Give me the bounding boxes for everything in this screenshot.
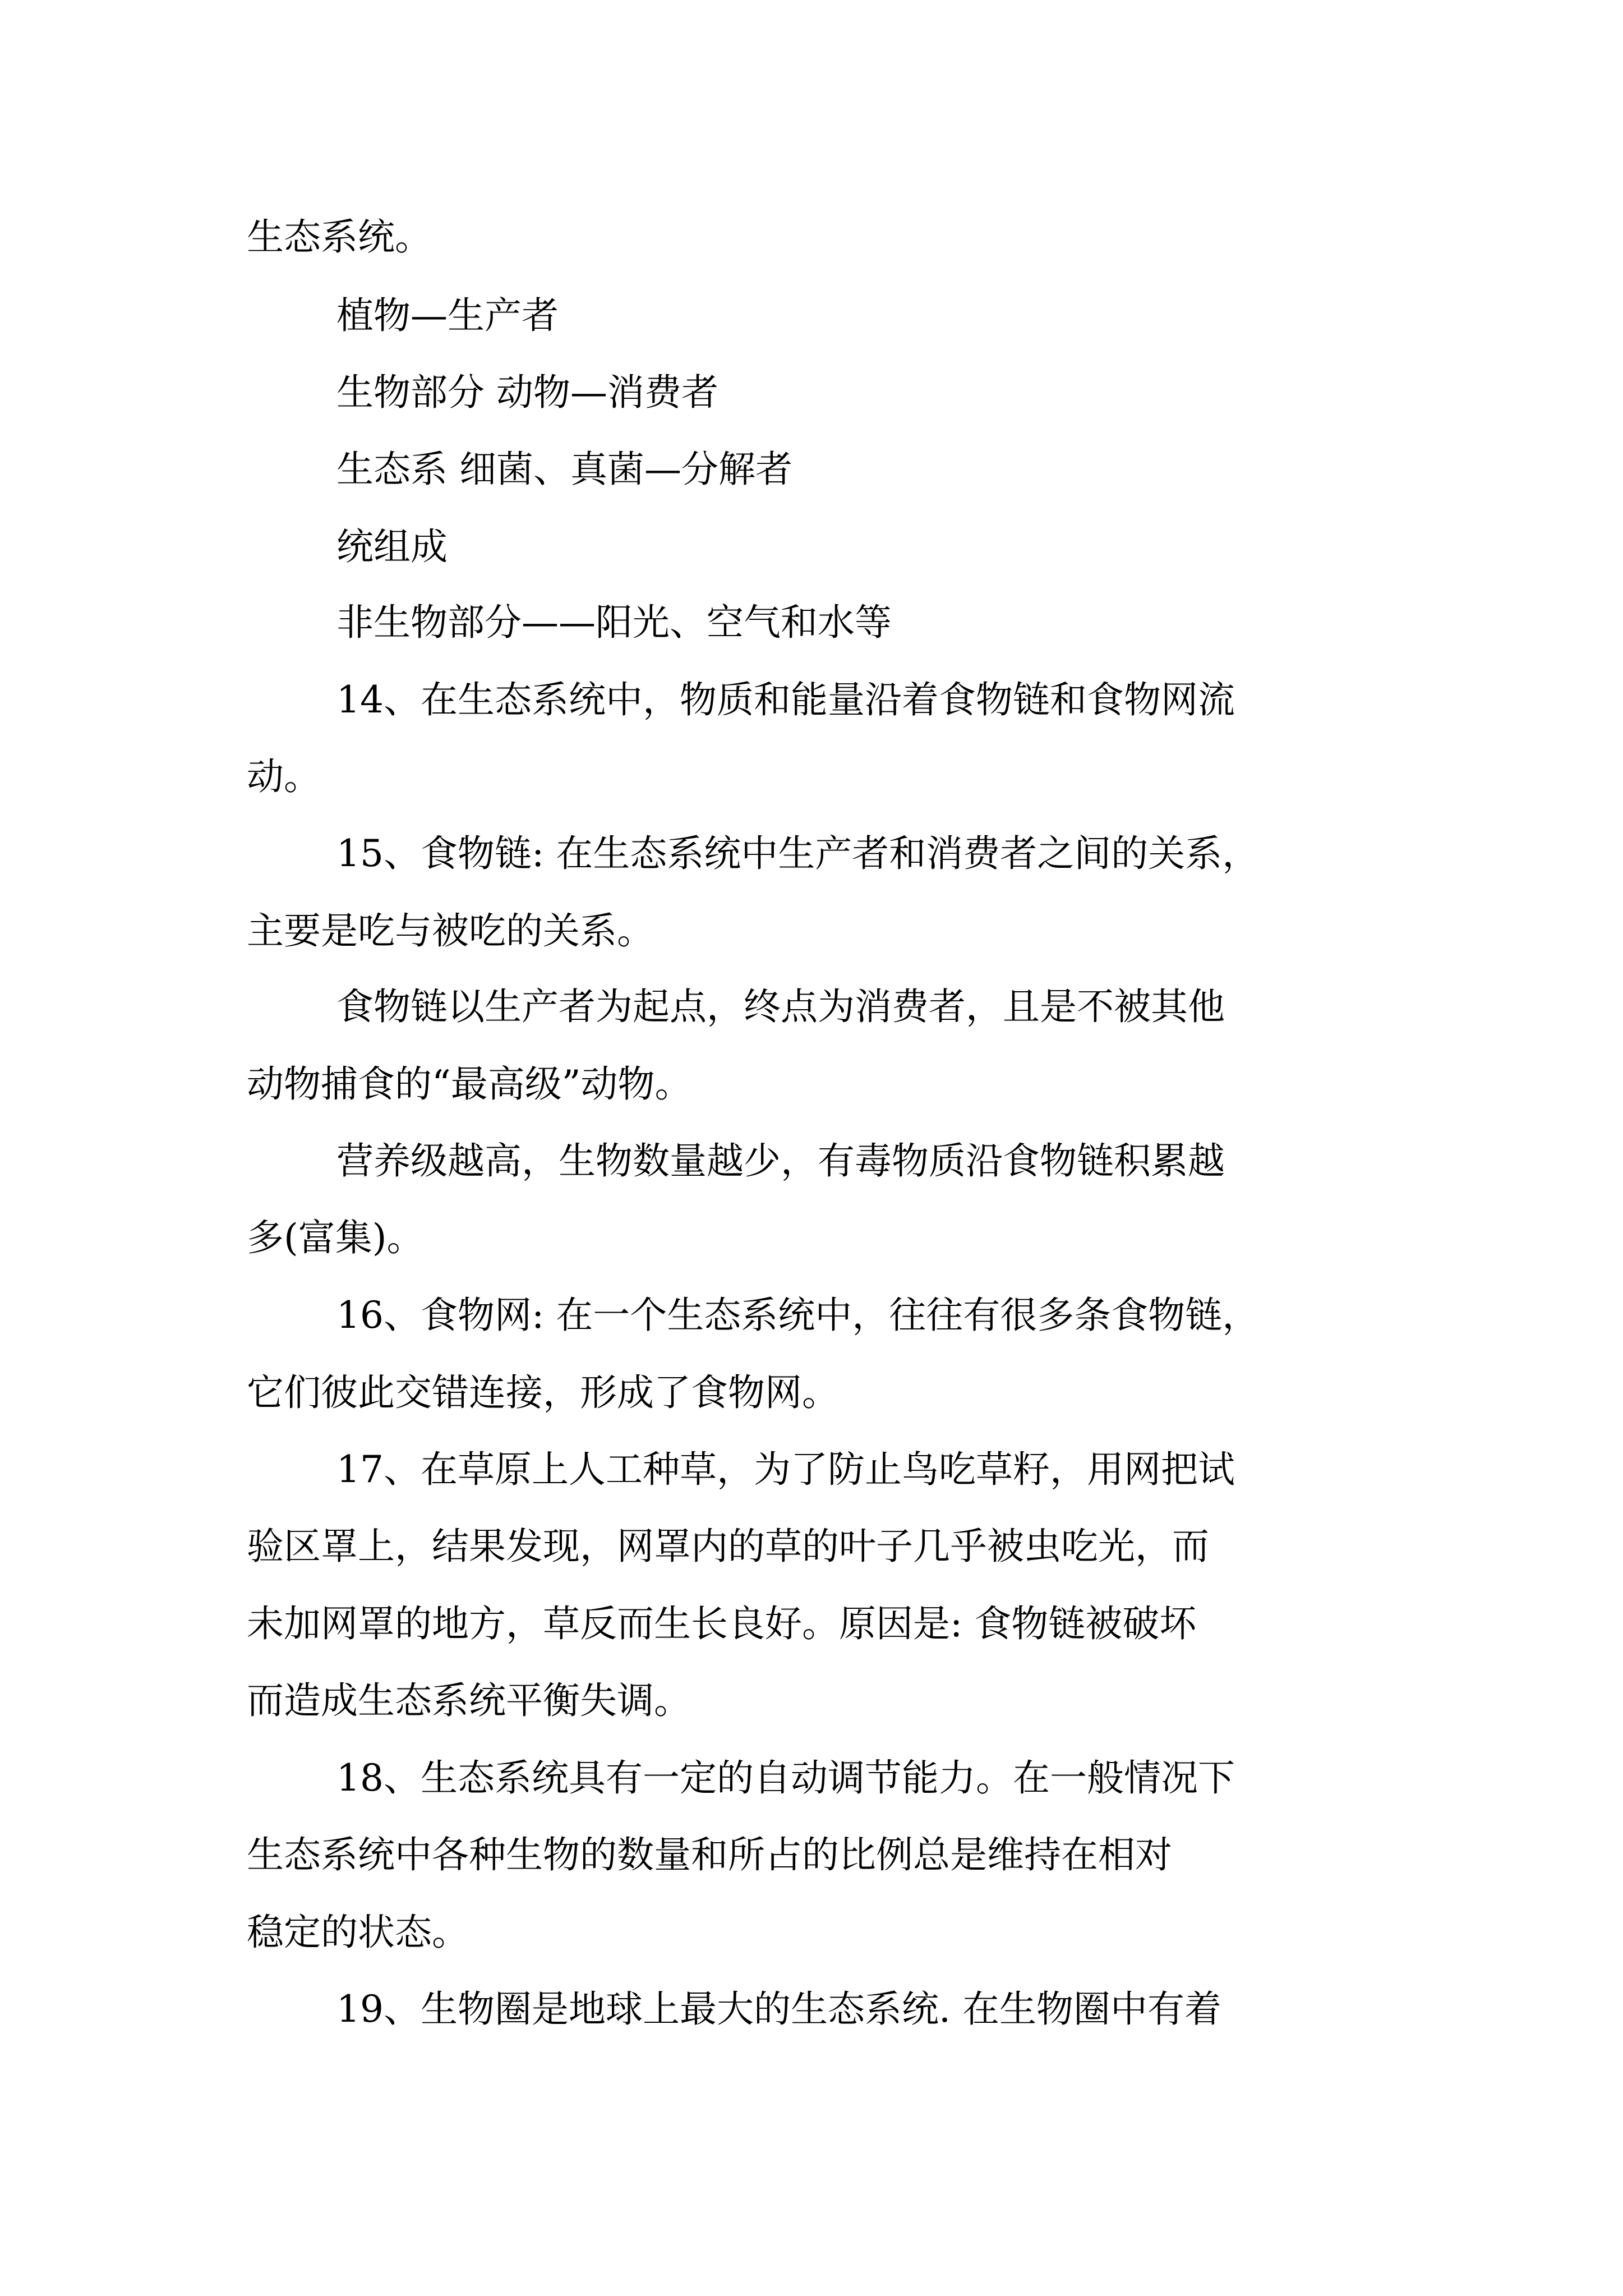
text-line: 生物部分 动物—消费者 <box>336 371 718 414</box>
text-line: 未加网罩的地方，草反而生长良好。原因是: 食物链被破坏 <box>247 1602 1197 1645</box>
text-line: 统组成 <box>336 525 448 568</box>
text-line: 食物链以生产者为起点，终点为消费者，且是不被其他 <box>336 985 1225 1028</box>
text-line: 非生物部分——阳光、空气和水等 <box>336 601 892 644</box>
text-line: 主要是吃与被吃的关系。 <box>247 909 654 953</box>
text-line: 15、食物链: 在生态系统中生产者和消费者之间的关系， <box>336 832 1260 875</box>
text-line: 19、生物圈是地球上最大的生态系统. 在生物圈中有着 <box>336 1987 1221 2031</box>
text-line: 14、在生态系统中，物质和能量沿着食物链和食物网流 <box>336 678 1235 721</box>
text-line: 动物捕食的“最高级”动物。 <box>247 1062 692 1106</box>
text-line: 生态系统。 <box>247 215 432 259</box>
text-line: 16、食物网: 在一个生态系统中，往往有很多条食物链， <box>336 1294 1260 1337</box>
text-line: 18、生态系统具有一定的自动调节能力。在一般情况下 <box>336 1756 1235 1800</box>
text-line: 生态系统中各种生物的数量和所占的比例总是维持在相对 <box>247 1833 1172 1876</box>
text-line: 生态系 细菌、真菌—分解者 <box>336 448 792 491</box>
text-line: 营养级越高，生物数量越少，有毒物质沿食物链积累越 <box>336 1139 1225 1182</box>
text-line: 而造成生态系统平衡失调。 <box>247 1679 691 1722</box>
text-line: 动。 <box>247 755 321 798</box>
text-line: 多(富集)。 <box>247 1216 424 1259</box>
text-line: 植物—生产者 <box>336 294 559 337</box>
text-line: 稳定的状态。 <box>247 1911 469 1954</box>
text-line: 17、在草原上人工种草，为了防止鸟吃草籽，用网把试 <box>336 1448 1235 1491</box>
text-line: 验区罩上，结果发现，网罩内的草的叶子几乎被虫吃光，而 <box>247 1525 1209 1568</box>
text-line: 它们彼此交错连接，形成了食物网。 <box>247 1371 839 1414</box>
